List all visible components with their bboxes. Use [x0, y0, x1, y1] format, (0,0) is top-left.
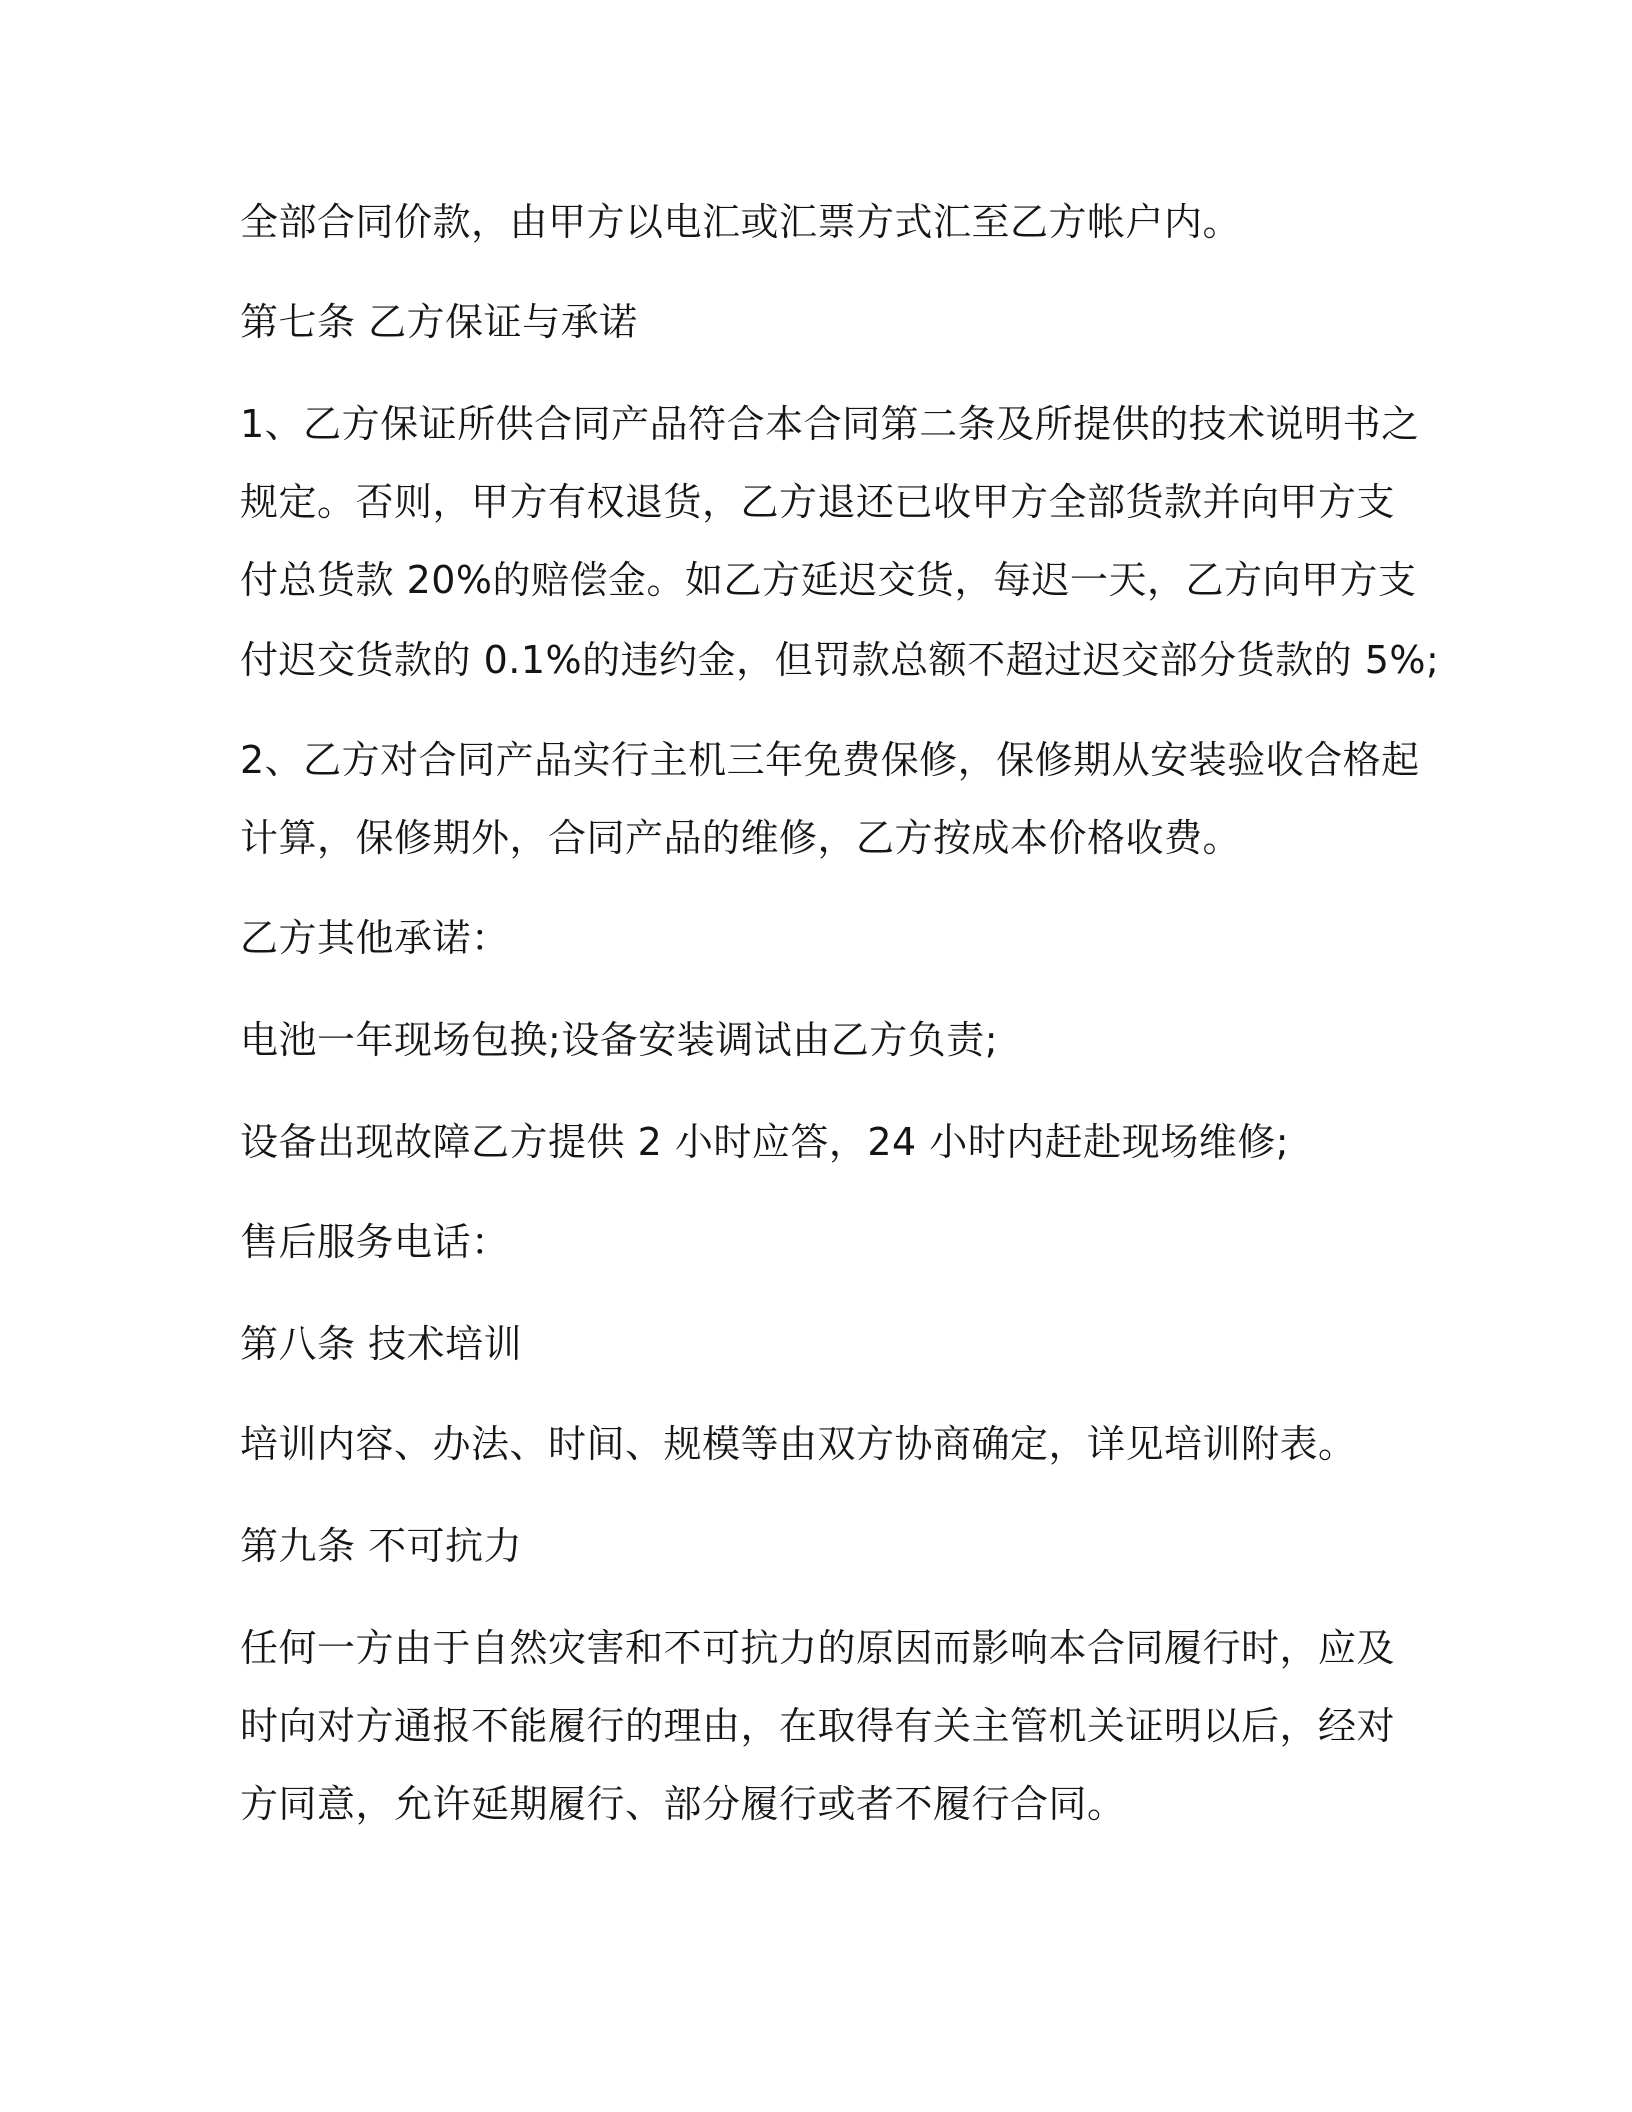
service-phone-label: 售后服务电话：	[240, 1220, 510, 1264]
paragraph-training: 培训内容、办法、时间、规模等由双方协商确定，详见培训附表。	[240, 1422, 1357, 1466]
force-majeure-line-1: 任何一方由于自然灾害和不可抗力的原因而影响本合同履行时，应及	[240, 1626, 1396, 1670]
force-majeure-line-2: 时向对方通报不能履行的理由，在取得有关主管机关证明以后，经对	[240, 1704, 1396, 1748]
commitment-response-time: 设备出现故障乙方提供 2 小时应答，24 小时内赶赴现场维修;	[240, 1120, 1290, 1164]
heading-article-8: 第八条 技术培训	[240, 1322, 523, 1366]
clause-7-1-line-2: 规定。否则，甲方有权退货，乙方退还已收甲方全部货款并向甲方支	[240, 480, 1396, 524]
heading-article-7: 第七条 乙方保证与承诺	[240, 300, 638, 344]
commitment-battery: 电池一年现场包换;设备安装调试由乙方负责;	[240, 1018, 999, 1062]
clause-7-1-line-4: 付迟交货款的 0.1%的违约金，但罚款总额不超过迟交部分货款的 5%;	[240, 638, 1440, 682]
force-majeure-line-3: 方同意，允许延期履行、部分履行或者不履行合同。	[240, 1782, 1126, 1826]
heading-article-9: 第九条 不可抗力	[240, 1524, 523, 1568]
paragraph-payment-method: 全部合同价款，由甲方以电汇或汇票方式汇至乙方帐户内。	[240, 200, 1242, 244]
clause-7-1-line-3: 付总货款 20%的赔偿金。如乙方延迟交货，每迟一天，乙方向甲方支	[240, 558, 1417, 602]
clause-7-1-line-1: 1、乙方保证所供合同产品符合本合同第二条及所提供的技术说明书之	[240, 402, 1420, 446]
other-commitments-label: 乙方其他承诺：	[240, 916, 510, 960]
clause-7-2-line-2: 计算，保修期外，合同产品的维修，乙方按成本价格收费。	[240, 816, 1242, 860]
clause-7-2-line-1: 2、乙方对合同产品实行主机三年免费保修，保修期从安装验收合格起	[240, 738, 1420, 782]
